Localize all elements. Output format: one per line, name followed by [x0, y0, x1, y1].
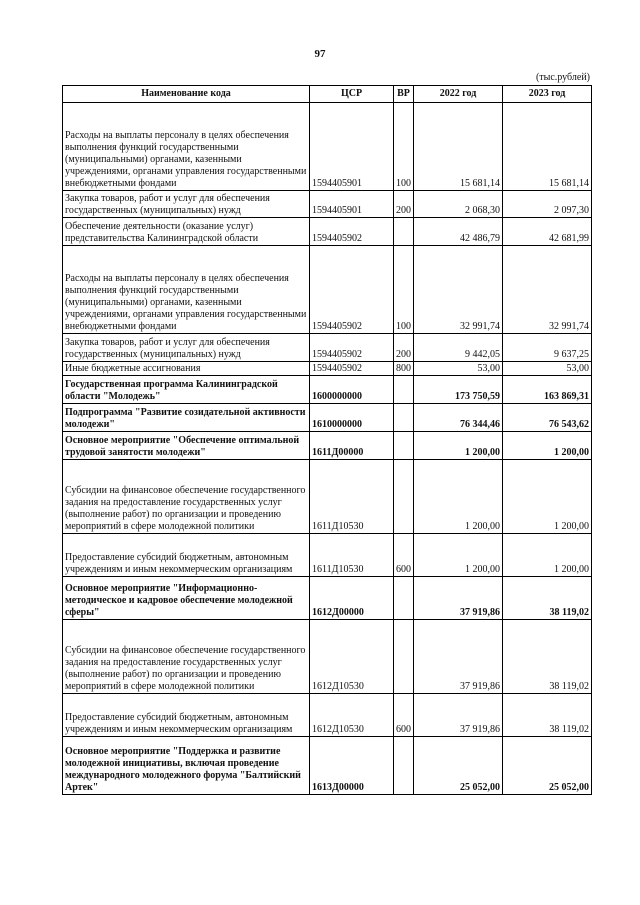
- row-2023: 53,00: [503, 362, 592, 376]
- row-csr: 1594405901: [310, 191, 394, 218]
- row-2023: 38 119,02: [503, 694, 592, 737]
- row-csr: 1612Д10530: [310, 620, 394, 694]
- table-header-row: [63, 86, 592, 103]
- header-2023: 2023 год: [503, 86, 592, 103]
- table-row: [63, 737, 592, 795]
- row-name: Обеспечение деятельности (оказание услуг) представительства Калининградской области: [63, 218, 310, 246]
- table-row: [63, 620, 592, 694]
- row-2023: 42 681,99: [503, 218, 592, 246]
- row-2022: 37 919,86: [414, 577, 503, 620]
- table-row: [63, 534, 592, 577]
- page-number: 97: [314, 48, 326, 60]
- row-2022: 173 750,59: [414, 376, 503, 404]
- row-2023: 25 052,00: [503, 737, 592, 795]
- row-csr: 1611Д00000: [310, 432, 394, 460]
- row-2022: 1 200,00: [414, 460, 503, 534]
- table-row: [63, 362, 592, 376]
- header-name: Наименование кода: [63, 86, 310, 103]
- row-2022: 2 068,30: [414, 191, 503, 218]
- table-row: [63, 432, 592, 460]
- row-name: Подпрограмма "Развитие созидательной активности молодежи": [63, 404, 310, 432]
- row-2022: 37 919,86: [414, 620, 503, 694]
- row-vr: [394, 432, 414, 460]
- table-row: [63, 376, 592, 404]
- row-csr: 1594405902: [310, 218, 394, 246]
- row-csr: 1612Д00000: [310, 577, 394, 620]
- row-name: Закупка товаров, работ и услуг для обеспечения государственных (муниципальных) нужд: [63, 191, 310, 218]
- row-vr: [394, 218, 414, 246]
- table-row: [63, 191, 592, 218]
- row-vr: [394, 737, 414, 795]
- row-2023: 76 543,62: [503, 404, 592, 432]
- row-2022: 1 200,00: [414, 432, 503, 460]
- row-name: Основное мероприятие "Обеспечение оптимальной трудовой занятости молодежи": [63, 432, 310, 460]
- row-vr: 100: [394, 246, 414, 334]
- row-2023: 38 119,02: [503, 620, 592, 694]
- row-csr: 1594405902: [310, 334, 394, 362]
- table-row: [63, 103, 592, 191]
- row-2023: 38 119,02: [503, 577, 592, 620]
- table-row: [63, 246, 592, 334]
- row-vr: [394, 577, 414, 620]
- row-name: Субсидии на финансовое обеспечение государственного задания на предоставление государственных услуг (выполнение работ) по организации и проведению мероприятий в сфере молодежной политики: [63, 460, 310, 534]
- row-2022: 15 681,14: [414, 103, 503, 191]
- row-csr: 1612Д10530: [310, 694, 394, 737]
- table-row: [63, 577, 592, 620]
- row-csr: 1613Д00000: [310, 737, 394, 795]
- row-name: Основное мероприятие "Информационно-методическое и кадровое обеспечение молодежной сферы": [63, 577, 310, 620]
- table-row: [63, 460, 592, 534]
- row-2022: 53,00: [414, 362, 503, 376]
- row-2022: 32 991,74: [414, 246, 503, 334]
- header-2022: 2022 год: [414, 86, 503, 103]
- row-2023: 32 991,74: [503, 246, 592, 334]
- row-name: Основное мероприятие "Поддержка и развитие молодежной инициативы, включая проведение международного молодежного форума "Балтийский Артек": [63, 737, 310, 795]
- row-name: Расходы на выплаты персоналу в целях обеспечения выполнения функций государственными (муниципальными) органами, казенными учреждениями, органами управления государственными внебюджетными фондами: [63, 103, 310, 191]
- row-csr: 1610000000: [310, 404, 394, 432]
- row-name: Закупка товаров, работ и услуг для обеспечения государственных (муниципальных) нужд: [63, 334, 310, 362]
- row-csr: 1594405902: [310, 246, 394, 334]
- row-vr: 200: [394, 191, 414, 218]
- row-name: Иные бюджетные ассигнования: [63, 362, 310, 376]
- row-vr: [394, 404, 414, 432]
- row-2023: 163 869,31: [503, 376, 592, 404]
- row-csr: 1611Д10530: [310, 460, 394, 534]
- row-csr: 1600000000: [310, 376, 394, 404]
- row-csr: 1594405901: [310, 103, 394, 191]
- row-name: Расходы на выплаты персоналу в целях обеспечения выполнения функций государственными (муниципальными) органами, казенными учреждениями, органами управления государственными внебюджетными фондами: [63, 246, 310, 334]
- header-vr: ВР: [394, 86, 414, 103]
- row-vr: 600: [394, 534, 414, 577]
- row-2023: 15 681,14: [503, 103, 592, 191]
- budget-table: [62, 85, 592, 795]
- row-2023: 1 200,00: [503, 534, 592, 577]
- table-row: [63, 218, 592, 246]
- row-vr: [394, 376, 414, 404]
- row-vr: 100: [394, 103, 414, 191]
- row-2022: 37 919,86: [414, 694, 503, 737]
- row-vr: 600: [394, 694, 414, 737]
- row-csr: 1611Д10530: [310, 534, 394, 577]
- row-vr: [394, 620, 414, 694]
- row-2023: 1 200,00: [503, 432, 592, 460]
- row-2023: 2 097,30: [503, 191, 592, 218]
- row-vr: 800: [394, 362, 414, 376]
- row-2023: 1 200,00: [503, 460, 592, 534]
- units-label: (тыс.рублей): [535, 72, 590, 83]
- row-2022: 42 486,79: [414, 218, 503, 246]
- row-2022: 1 200,00: [414, 534, 503, 577]
- row-vr: 200: [394, 334, 414, 362]
- row-vr: [394, 460, 414, 534]
- row-2023: 9 637,25: [503, 334, 592, 362]
- row-name: Государственная программа Калининградской области "Молодежь": [63, 376, 310, 404]
- row-csr: 1594405902: [310, 362, 394, 376]
- table-row: [63, 694, 592, 737]
- row-2022: 76 344,46: [414, 404, 503, 432]
- table-row: [63, 404, 592, 432]
- row-name: Предоставление субсидий бюджетным, автономным учреждениям и иным некоммерческим организациям: [63, 694, 310, 737]
- header-csr: ЦСР: [310, 86, 394, 103]
- row-2022: 25 052,00: [414, 737, 503, 795]
- row-name: Предоставление субсидий бюджетным, автономным учреждениям и иным некоммерческим организациям: [63, 534, 310, 577]
- row-name: Субсидии на финансовое обеспечение государственного задания на предоставление государственных услуг (выполнение работ) по организации и проведению мероприятий в сфере молодежной политики: [63, 620, 310, 694]
- row-2022: 9 442,05: [414, 334, 503, 362]
- table-row: [63, 334, 592, 362]
